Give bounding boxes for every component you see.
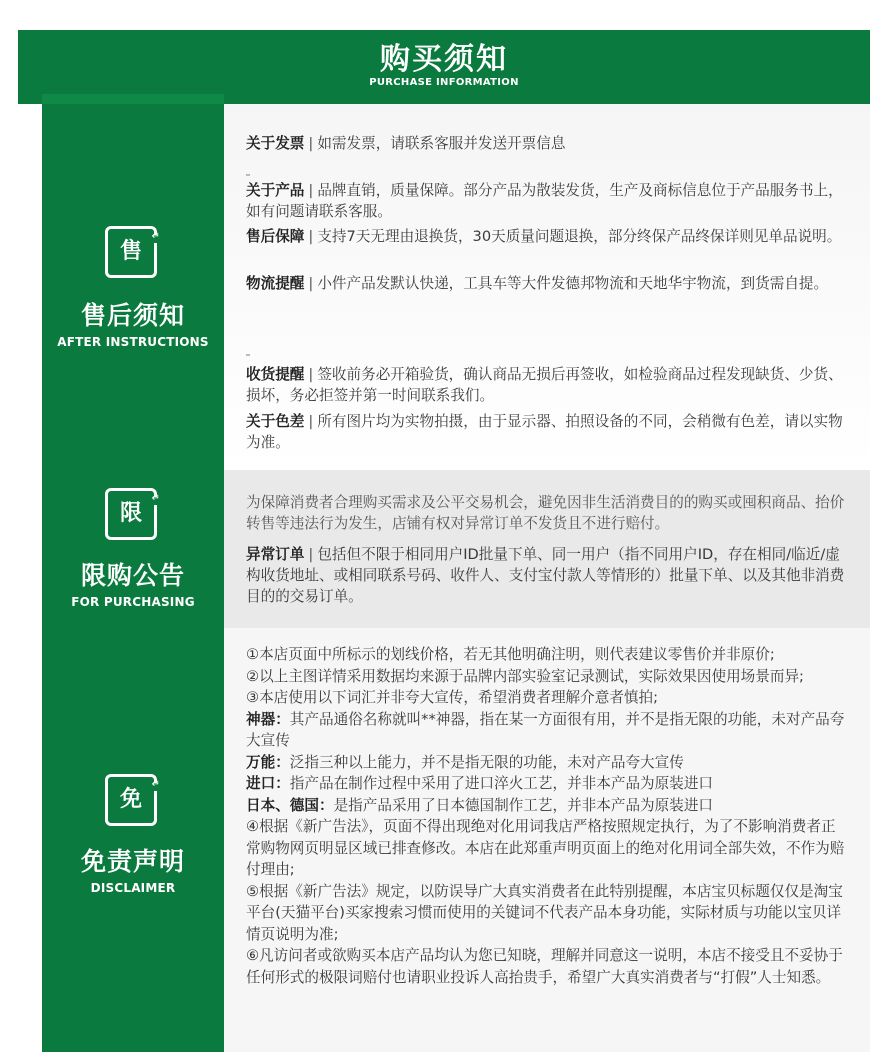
section-subtitle: AFTER INSTRUCTIONS (57, 335, 209, 349)
list-item: 异常订单 | 包括但不限于相同用户ID批量下单、同一用户（指不同用户ID，存在相同/临近/虚构收货地址、或相同联系号码、收件人、支付宝付款人等情形的）批量下单、以及其他非消费目的的交易订单。 (246, 546, 845, 605)
disclaimer-icon: 免 ↵ (105, 774, 157, 826)
list-item: 神器：其产品通俗名称就叫**神器，指在某一方面很有用，并不是指无限的功能，未对产品夸大宣传 (246, 710, 845, 749)
section-content (224, 104, 870, 470)
section-subtitle: FOR PURCHASING (71, 595, 195, 609)
disclaimer-section (18, 628, 870, 1052)
disclaimer-text (246, 644, 848, 988)
section-sidebar (42, 470, 224, 628)
purchase-limit-section (18, 470, 870, 628)
list-item: ⑥凡访问者或欲购买本店产品均认为您已知晓，理解并同意这一说明，本店不接受且不妥协于任何形式的极限词赔付也请职业投诉人高抬贵手，希望广大真实消费者与“打假”人士知悉。 (246, 947, 843, 986)
section-subtitle: DISCLAIMER (90, 881, 176, 895)
page-subtitle: PURCHASE INFORMATION (369, 77, 519, 88)
list-item: 关于色差 | 所有图片均为实物拍摄，由于显示器、拍照设备的不同，会稍微有色差，请以实物为准。 (246, 413, 843, 451)
section-title: 售后须知 (80, 301, 185, 330)
section-sidebar (42, 104, 224, 470)
section-title: 免责声明 (80, 847, 185, 876)
section-content (224, 470, 870, 628)
list-item: 万能：泛指三种以上能力，并不是指无限的功能，未对产品夸大宣传 (246, 753, 684, 771)
list-item: 进口：指产品在制作过程中采用了进口淬火工艺，并非本产品为原装进口 (246, 775, 714, 792)
list-item: ④根据《新广告法》，页面不得出现绝对化用词我店严格按照规定执行，为了不影响消费者正常购物网页明显区域已排查修改。本店在此郑重声明页面上的绝对化用词全部失效，不作为赔付理由; (246, 818, 845, 878)
intro-text: 为保障消费者合理购买需求及公平交易机会，避免因非生活消费目的的购买或囤积商品、抬价转售等违法行为发生，店铺有权对异常订单不发货且不进行赔付。 (246, 494, 845, 532)
page-title: 购买须知 (380, 42, 508, 77)
list-item: 关于产品 | 品牌直销，质量保障。部分产品为散装发货，生产及商标信息位于产品服务书上，如有问题请联系客服。 (246, 182, 843, 220)
list-item: ②以上主图详情采用数据均来源于品牌内部实验室记录测试，实际效果因使用场景而异; (246, 667, 804, 685)
list-item: 物流提醒 | 小件产品发默认快递，工具车等大件发德邦物流和天地华宇物流，到货需自提。 (246, 275, 829, 292)
list-item: 关于发票 | 如需发票，请联系客服并发送开票信息 (246, 135, 566, 152)
section-sidebar (42, 628, 224, 1052)
list-item: ⑤根据《新广告法》规定，以防误导广大真实消费者在此特别提醒，本店宝贝标题仅仅是淘宝平台(天猫平台)买家搜索习惯而使用的关键词不代表产品本身功能，实际材质与功能以宝贝详情页说明为准; (246, 882, 843, 943)
list-item: ③本店使用以下词汇并非夸大宣传，希望消费者理解介意者慎拍; (246, 689, 659, 706)
after-sale-section (18, 104, 870, 470)
list-item: 日本、德国：是指产品采用了日本德国制作工艺，并非本产品为原装进口 (246, 796, 714, 814)
arrow-icon: ↵ (151, 231, 160, 242)
after-sale-icon: 售 ↵ (105, 226, 157, 278)
list-item: ①本店页面中所标示的划线价格，若无其他明确注明，则代表建议零售价并非原价; (246, 646, 775, 663)
purchase-info-header (18, 30, 870, 104)
list-item: 售后保障 | 支持7天无理由退换货，30天质量问题退换，部分终保产品终保详则见单品说明。 (246, 228, 842, 245)
limit-icon: 限 ↵ (105, 488, 157, 540)
section-content (224, 628, 870, 1052)
arrow-icon: ↵ (151, 493, 160, 504)
list-item: 收货提醒 | 签收前务必开箱验货，确认商品无损后再签收，如检验商品过程发现缺货、少货、损坏，务必拒签并第一时间联系我们。 (246, 366, 843, 404)
section-title: 限购公告 (80, 561, 185, 590)
arrow-icon: ↵ (151, 779, 160, 790)
